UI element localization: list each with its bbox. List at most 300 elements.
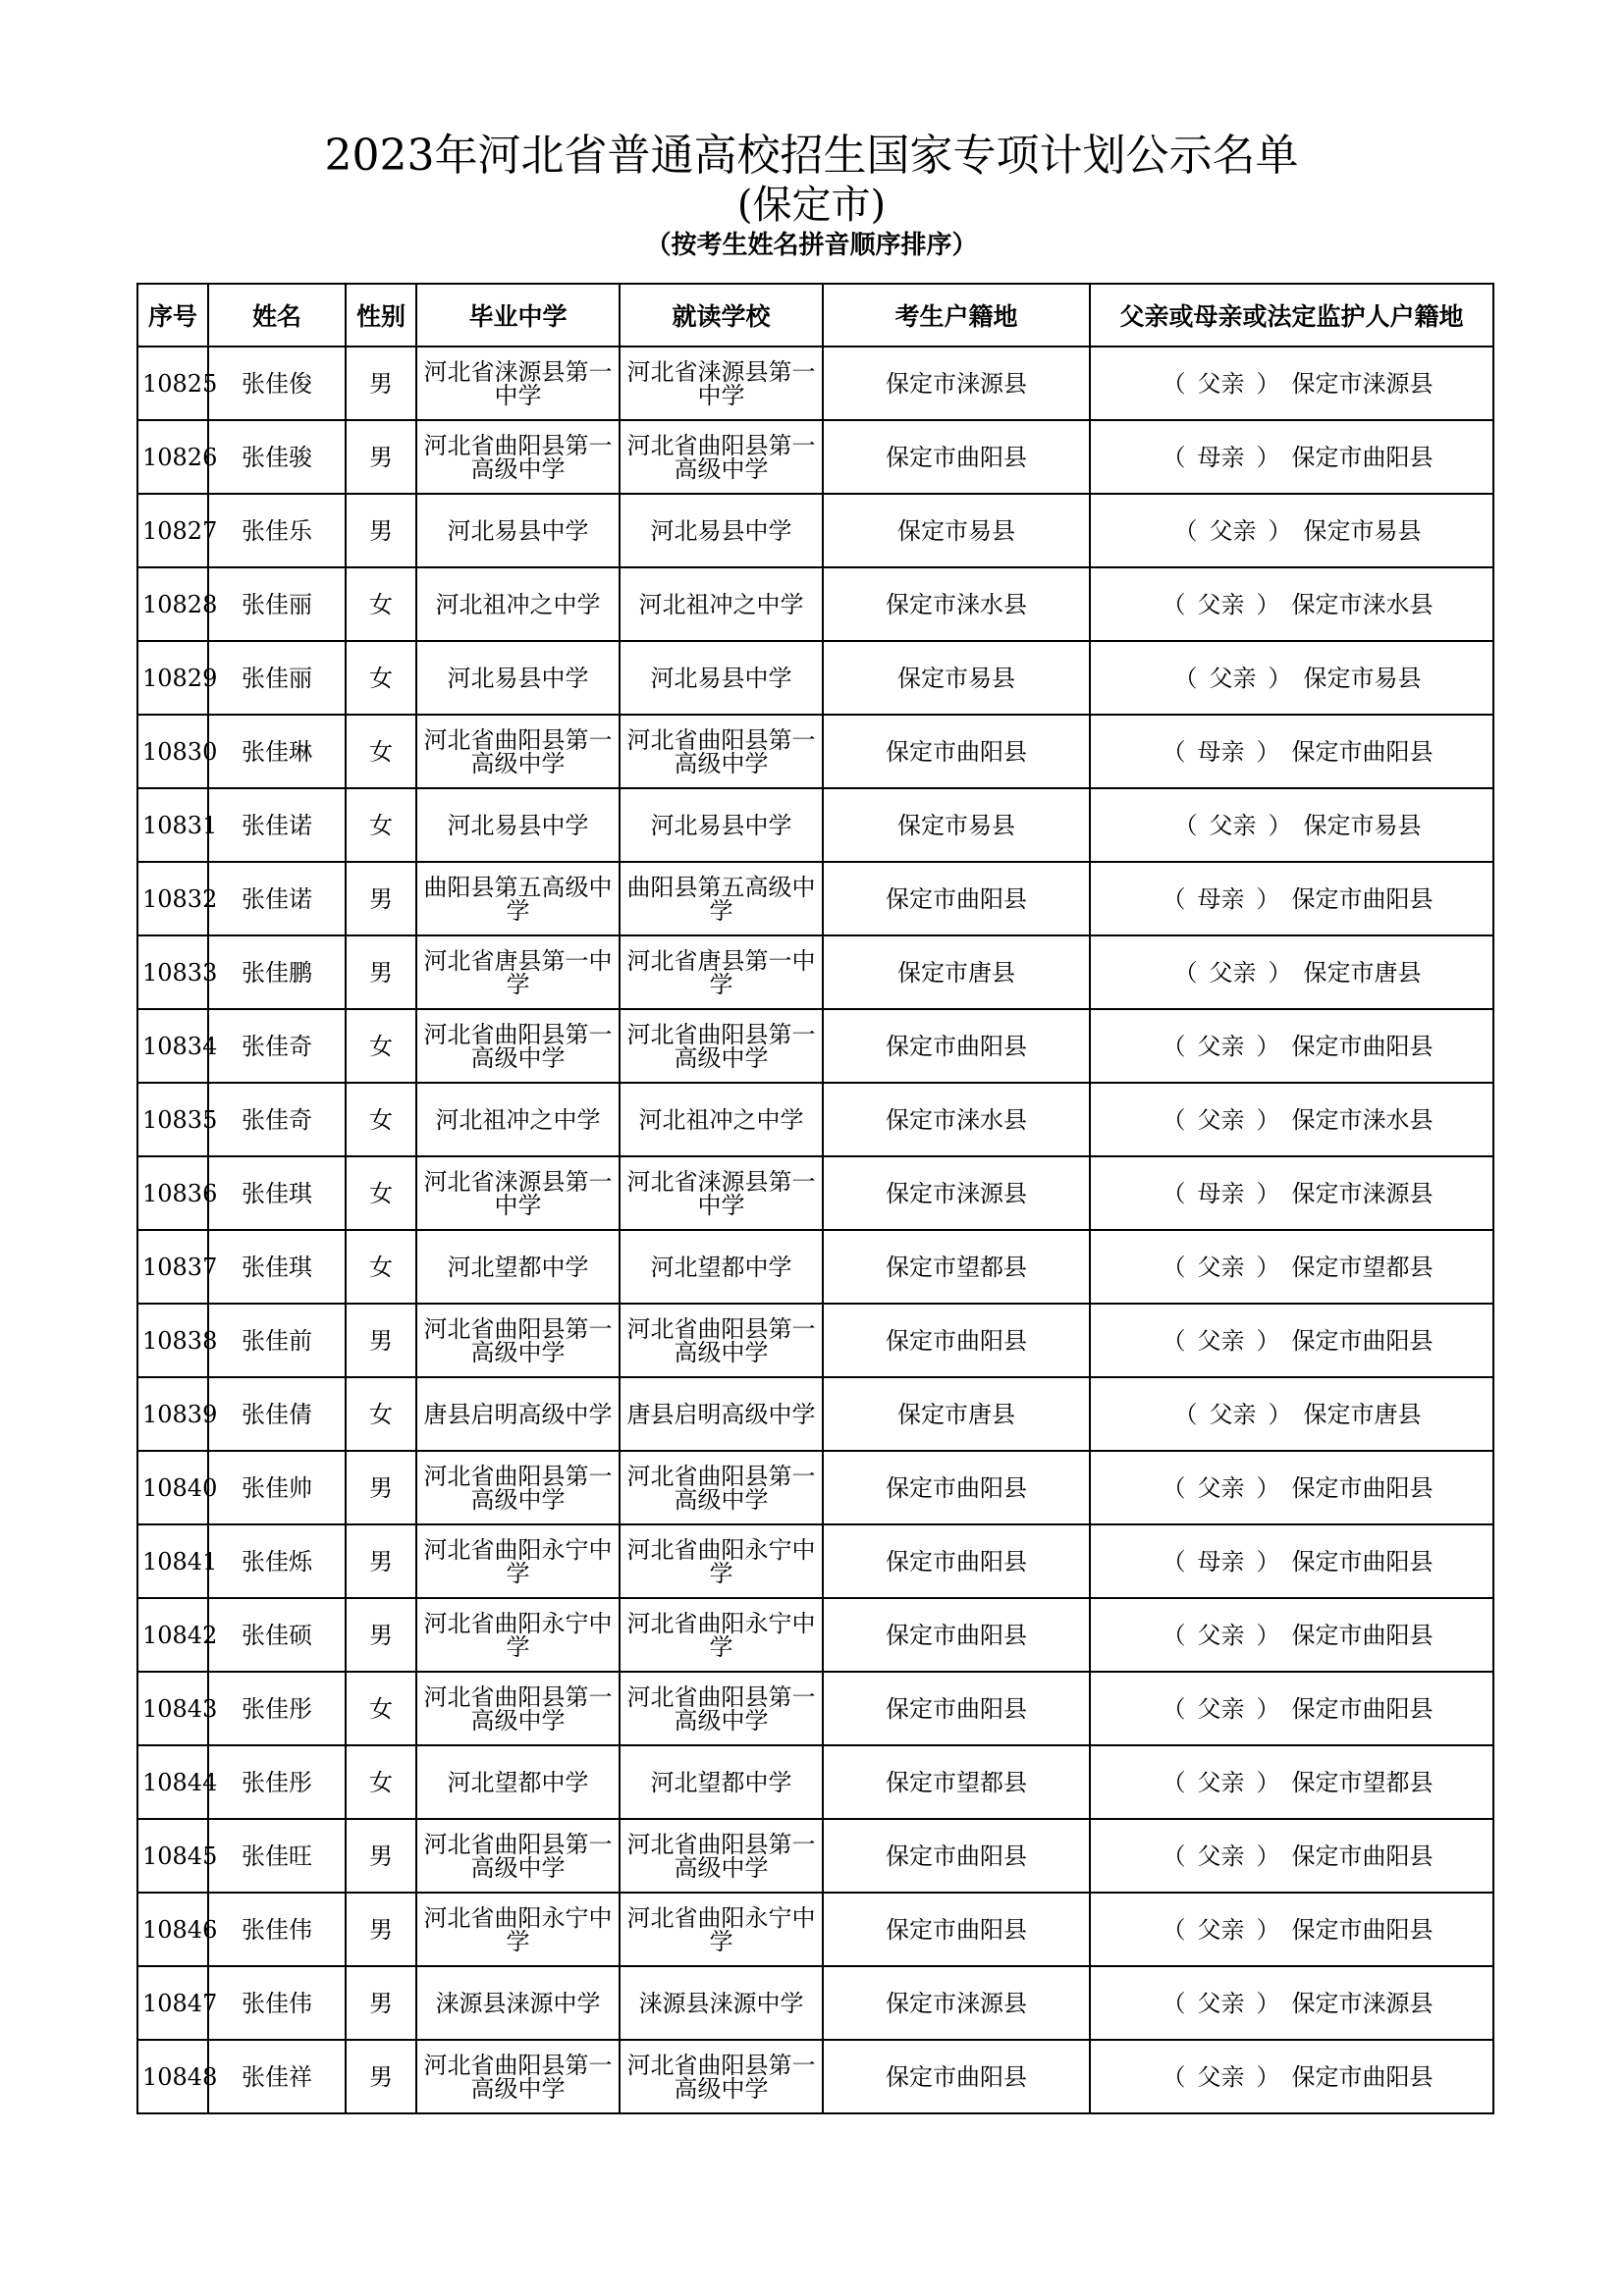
- cell-guardian-registry: [1090, 641, 1493, 715]
- cell-study-school: 河北省曲阳县第一高级中学: [620, 420, 823, 494]
- table-row: [137, 1451, 1493, 1524]
- paren-close: ）: [1268, 811, 1292, 839]
- paren-open: （: [1162, 1253, 1186, 1281]
- cell-registry: 保定市易县: [823, 494, 1090, 567]
- paren-open: （: [1162, 1621, 1186, 1649]
- cell-guardian-registry: [1090, 1451, 1493, 1524]
- cell-name: 张佳丽: [208, 567, 346, 641]
- guardian-relation: 父亲: [1197, 1105, 1245, 1134]
- cell-id: 10827: [137, 494, 208, 567]
- col-header-registry: 考生户籍地: [823, 284, 1090, 347]
- cell-grad-school: 唐县启明高级中学: [416, 1377, 620, 1451]
- paren-close: ）: [1256, 2062, 1280, 2091]
- cell-gender: 女: [346, 1156, 416, 1230]
- paren-open: （: [1173, 1400, 1198, 1428]
- cell-grad-school: 涞源县涞源中学: [416, 1966, 620, 2040]
- table-row: [137, 1009, 1493, 1083]
- cell-id: 10833: [137, 935, 208, 1009]
- guardian-location: 保定市曲阳县: [1291, 1842, 1434, 1870]
- table-row: [137, 567, 1493, 641]
- cell-gender: 男: [346, 1819, 416, 1893]
- cell-grad-school: 河北省曲阳县第一高级中学: [416, 1304, 620, 1377]
- cell-gender: 女: [346, 1672, 416, 1745]
- cell-name: 张佳琳: [208, 715, 346, 788]
- cell-registry: 保定市望都县: [823, 1745, 1090, 1819]
- guardian-location: 保定市易县: [1303, 516, 1422, 545]
- cell-guardian-registry: [1090, 2040, 1493, 2113]
- cell-study-school: 河北省曲阳县第一高级中学: [620, 1819, 823, 1893]
- cell-registry: 保定市曲阳县: [823, 1524, 1090, 1598]
- cell-gender: 男: [346, 862, 416, 935]
- guardian-relation: 父亲: [1197, 1915, 1245, 1944]
- paren-close: ）: [1256, 1842, 1280, 1870]
- paren-close: ）: [1256, 1768, 1280, 1796]
- cell-gender: 男: [346, 1893, 416, 1966]
- guardian-relation: 父亲: [1197, 1842, 1245, 1870]
- roster-table: [136, 283, 1494, 2114]
- guardian-location: 保定市唐县: [1303, 1400, 1422, 1428]
- paren-close: ）: [1256, 1032, 1280, 1060]
- cell-name: 张佳奇: [208, 1009, 346, 1083]
- cell-registry: 保定市曲阳县: [823, 1819, 1090, 1893]
- col-header-gender: 性别: [346, 284, 416, 347]
- cell-guardian-registry: [1090, 1083, 1493, 1156]
- paren-close: ）: [1256, 1621, 1280, 1649]
- guardian-location: 保定市望都县: [1291, 1768, 1434, 1796]
- guardian-relation: 父亲: [1197, 1326, 1245, 1355]
- table-row: [137, 1893, 1493, 1966]
- cell-grad-school: 河北易县中学: [416, 494, 620, 567]
- cell-registry: 保定市曲阳县: [823, 1893, 1090, 1966]
- cell-id: 10829: [137, 641, 208, 715]
- paren-open: （: [1162, 2062, 1186, 2091]
- cell-guardian-registry: [1090, 1524, 1493, 1598]
- cell-study-school: 河北省涞源县第一中学: [620, 347, 823, 420]
- col-header-id: 序号: [137, 284, 208, 347]
- cell-study-school: 河北省曲阳县第一高级中学: [620, 1451, 823, 1524]
- cell-gender: 男: [346, 494, 416, 567]
- table-row: [137, 1377, 1493, 1451]
- guardian-location: 保定市唐县: [1303, 958, 1422, 987]
- cell-grad-school: 河北省涞源县第一中学: [416, 1156, 620, 1230]
- cell-gender: 女: [346, 788, 416, 862]
- guardian-location: 保定市易县: [1303, 811, 1422, 839]
- paren-open: （: [1162, 1105, 1186, 1134]
- cell-name: 张佳乐: [208, 494, 346, 567]
- cell-name: 张佳旺: [208, 1819, 346, 1893]
- paren-open: （: [1162, 884, 1186, 913]
- cell-study-school: 曲阳县第五高级中学: [620, 862, 823, 935]
- cell-registry: 保定市涞水县: [823, 1083, 1090, 1156]
- cell-registry: 保定市曲阳县: [823, 862, 1090, 935]
- guardian-location: 保定市涞水县: [1291, 1105, 1434, 1134]
- paren-close: ）: [1256, 1473, 1280, 1502]
- cell-guardian-registry: [1090, 1893, 1493, 1966]
- guardian-relation: 母亲: [1197, 737, 1245, 766]
- cell-id: 10825: [137, 347, 208, 420]
- paren-close: ）: [1256, 369, 1280, 398]
- guardian-location: 保定市曲阳县: [1291, 1547, 1434, 1575]
- col-header-study-school: 就读学校: [620, 284, 823, 347]
- table-row: [137, 788, 1493, 862]
- cell-name: 张佳帅: [208, 1451, 346, 1524]
- cell-name: 张佳祥: [208, 2040, 346, 2113]
- cell-registry: 保定市曲阳县: [823, 1672, 1090, 1745]
- cell-gender: 男: [346, 935, 416, 1009]
- cell-guardian-registry: [1090, 1598, 1493, 1672]
- cell-grad-school: 河北望都中学: [416, 1745, 620, 1819]
- cell-gender: 男: [346, 2040, 416, 2113]
- cell-id: 10828: [137, 567, 208, 641]
- cell-name: 张佳俊: [208, 347, 346, 420]
- cell-study-school: 河北省曲阳永宁中学: [620, 1893, 823, 1966]
- cell-grad-school: 河北祖冲之中学: [416, 567, 620, 641]
- cell-guardian-registry: [1090, 1009, 1493, 1083]
- cell-study-school: 河北省涞源县第一中学: [620, 1156, 823, 1230]
- cell-id: 10846: [137, 1893, 208, 1966]
- guardian-relation: 父亲: [1197, 2062, 1245, 2091]
- cell-guardian-registry: [1090, 1230, 1493, 1304]
- paren-open: （: [1162, 1326, 1186, 1355]
- cell-grad-school: 河北祖冲之中学: [416, 1083, 620, 1156]
- cell-gender: 女: [346, 1745, 416, 1819]
- paren-open: （: [1173, 664, 1198, 692]
- guardian-relation: 父亲: [1209, 811, 1257, 839]
- paren-close: ）: [1256, 1105, 1280, 1134]
- paren-close: ）: [1256, 590, 1280, 618]
- table-row: [137, 1819, 1493, 1893]
- cell-registry: 保定市曲阳县: [823, 420, 1090, 494]
- cell-registry: 保定市曲阳县: [823, 715, 1090, 788]
- cell-study-school: 涞源县涞源中学: [620, 1966, 823, 2040]
- cell-id: 10848: [137, 2040, 208, 2113]
- col-header-name: 姓名: [208, 284, 346, 347]
- paren-close: ）: [1268, 664, 1292, 692]
- cell-guardian-registry: [1090, 1156, 1493, 1230]
- cell-name: 张佳鹏: [208, 935, 346, 1009]
- cell-name: 张佳前: [208, 1304, 346, 1377]
- paren-open: （: [1173, 516, 1198, 545]
- cell-name: 张佳琪: [208, 1230, 346, 1304]
- cell-name: 张佳琪: [208, 1156, 346, 1230]
- paren-close: ）: [1256, 1326, 1280, 1355]
- cell-gender: 男: [346, 1451, 416, 1524]
- guardian-relation: 父亲: [1209, 516, 1257, 545]
- guardian-relation: 父亲: [1197, 1989, 1245, 2017]
- cell-id: 10838: [137, 1304, 208, 1377]
- cell-grad-school: 河北省曲阳永宁中学: [416, 1598, 620, 1672]
- cell-registry: 保定市涞水县: [823, 567, 1090, 641]
- guardian-location: 保定市曲阳县: [1291, 1915, 1434, 1944]
- table-row: [137, 641, 1493, 715]
- guardian-relation: 父亲: [1197, 1694, 1245, 1723]
- guardian-relation: 父亲: [1209, 958, 1257, 987]
- cell-gender: 男: [346, 1966, 416, 2040]
- cell-grad-school: 河北望都中学: [416, 1230, 620, 1304]
- cell-gender: 男: [346, 1304, 416, 1377]
- guardian-relation: 母亲: [1197, 1547, 1245, 1575]
- paren-close: ）: [1268, 516, 1292, 545]
- header-row: [137, 284, 1493, 347]
- guardian-relation: 父亲: [1197, 369, 1245, 398]
- paren-open: （: [1162, 1547, 1186, 1575]
- cell-grad-school: 河北省曲阳县第一高级中学: [416, 1451, 620, 1524]
- cell-id: 10842: [137, 1598, 208, 1672]
- cell-id: 10836: [137, 1156, 208, 1230]
- cell-registry: 保定市曲阳县: [823, 1009, 1090, 1083]
- cell-study-school: 河北祖冲之中学: [620, 567, 823, 641]
- cell-study-school: 河北易县中学: [620, 494, 823, 567]
- paren-open: （: [1162, 1032, 1186, 1060]
- guardian-relation: 父亲: [1197, 1253, 1245, 1281]
- cell-guardian-registry: [1090, 347, 1493, 420]
- cell-id: 10844: [137, 1745, 208, 1819]
- col-header-guardian-registry: 父亲或母亲或法定监护人户籍地: [1090, 284, 1493, 347]
- cell-gender: 女: [346, 1377, 416, 1451]
- cell-registry: 保定市望都县: [823, 1230, 1090, 1304]
- guardian-location: 保定市曲阳县: [1291, 443, 1434, 471]
- cell-name: 张佳烁: [208, 1524, 346, 1598]
- table-row: [137, 347, 1493, 420]
- cell-id: 10845: [137, 1819, 208, 1893]
- cell-grad-school: 河北省唐县第一中学: [416, 935, 620, 1009]
- cell-gender: 女: [346, 641, 416, 715]
- cell-gender: 男: [346, 347, 416, 420]
- cell-registry: 保定市唐县: [823, 1377, 1090, 1451]
- cell-guardian-registry: [1090, 420, 1493, 494]
- guardian-relation: 父亲: [1197, 1621, 1245, 1649]
- cell-id: 10830: [137, 715, 208, 788]
- paren-open: （: [1173, 811, 1198, 839]
- cell-study-school: 河北省曲阳县第一高级中学: [620, 715, 823, 788]
- guardian-location: 保定市涞水县: [1291, 590, 1434, 618]
- paren-close: ）: [1256, 1253, 1280, 1281]
- cell-guardian-registry: [1090, 935, 1493, 1009]
- cell-gender: 男: [346, 1524, 416, 1598]
- cell-id: 10826: [137, 420, 208, 494]
- cell-study-school: 河北省唐县第一中学: [620, 935, 823, 1009]
- paren-open: （: [1162, 1842, 1186, 1870]
- table-header: [137, 284, 1493, 347]
- table-row: [137, 1598, 1493, 1672]
- paren-close: ）: [1256, 884, 1280, 913]
- cell-gender: 女: [346, 1083, 416, 1156]
- cell-name: 张佳伟: [208, 1893, 346, 1966]
- guardian-relation: 父亲: [1197, 1032, 1245, 1060]
- paren-close: ）: [1256, 443, 1280, 471]
- cell-grad-school: 河北省曲阳县第一高级中学: [416, 1672, 620, 1745]
- guardian-location: 保定市曲阳县: [1291, 737, 1434, 766]
- cell-gender: 男: [346, 420, 416, 494]
- cell-name: 张佳丽: [208, 641, 346, 715]
- paren-close: ）: [1256, 1915, 1280, 1944]
- cell-grad-school: 河北省涞源县第一中学: [416, 347, 620, 420]
- table-row: [137, 2040, 1493, 2113]
- page-subtitle: (保定市): [736, 183, 887, 228]
- table-row: [137, 420, 1493, 494]
- cell-registry: 保定市曲阳县: [823, 1451, 1090, 1524]
- cell-id: 10847: [137, 1966, 208, 2040]
- cell-study-school: 唐县启明高级中学: [620, 1377, 823, 1451]
- cell-grad-school: 河北易县中学: [416, 641, 620, 715]
- cell-id: 10840: [137, 1451, 208, 1524]
- paren-close: ）: [1256, 1179, 1280, 1207]
- paren-close: ）: [1256, 737, 1280, 766]
- cell-gender: 女: [346, 567, 416, 641]
- cell-study-school: 河北省曲阳县第一高级中学: [620, 1304, 823, 1377]
- cell-name: 张佳倩: [208, 1377, 346, 1451]
- guardian-relation: 父亲: [1197, 590, 1245, 618]
- paren-open: （: [1162, 1694, 1186, 1723]
- table-row: [137, 1230, 1493, 1304]
- cell-grad-school: 河北省曲阳县第一高级中学: [416, 715, 620, 788]
- cell-name: 张佳骏: [208, 420, 346, 494]
- table-row: [137, 1083, 1493, 1156]
- cell-gender: 女: [346, 1230, 416, 1304]
- cell-grad-school: 河北省曲阳永宁中学: [416, 1893, 620, 1966]
- paren-close: ）: [1256, 1989, 1280, 2017]
- guardian-location: 保定市曲阳县: [1291, 1694, 1434, 1723]
- table-row: [137, 935, 1493, 1009]
- guardian-location: 保定市曲阳县: [1291, 1621, 1434, 1649]
- table-row: [137, 494, 1493, 567]
- cell-study-school: 河北省曲阳县第一高级中学: [620, 2040, 823, 2113]
- cell-id: 10841: [137, 1524, 208, 1598]
- guardian-relation: 父亲: [1197, 1473, 1245, 1502]
- cell-grad-school: 河北省曲阳县第一高级中学: [416, 1819, 620, 1893]
- table-body: [137, 347, 1493, 2113]
- table-row: [137, 862, 1493, 935]
- guardian-location: 保定市易县: [1303, 664, 1422, 692]
- paren-open: （: [1162, 369, 1186, 398]
- cell-grad-school: 河北省曲阳县第一高级中学: [416, 1009, 620, 1083]
- paren-open: （: [1162, 1768, 1186, 1796]
- guardian-relation: 父亲: [1209, 1400, 1257, 1428]
- cell-guardian-registry: [1090, 494, 1493, 567]
- guardian-location: 保定市曲阳县: [1291, 884, 1434, 913]
- cell-name: 张佳硕: [208, 1598, 346, 1672]
- cell-grad-school: 河北易县中学: [416, 788, 620, 862]
- cell-registry: 保定市曲阳县: [823, 2040, 1090, 2113]
- cell-id: 10837: [137, 1230, 208, 1304]
- cell-id: 10843: [137, 1672, 208, 1745]
- cell-id: 10834: [137, 1009, 208, 1083]
- table-row: [137, 1156, 1493, 1230]
- guardian-location: 保定市曲阳县: [1291, 1473, 1434, 1502]
- paren-open: （: [1162, 1179, 1186, 1207]
- table-row: [137, 1745, 1493, 1819]
- cell-guardian-registry: [1090, 1377, 1493, 1451]
- guardian-relation: 母亲: [1197, 443, 1245, 471]
- guardian-location: 保定市涞源县: [1291, 1179, 1434, 1207]
- cell-study-school: 河北省曲阳永宁中学: [620, 1524, 823, 1598]
- cell-id: 10831: [137, 788, 208, 862]
- paren-open: （: [1162, 1989, 1186, 2017]
- paren-open: （: [1162, 590, 1186, 618]
- paren-open: （: [1162, 1915, 1186, 1944]
- cell-name: 张佳彤: [208, 1672, 346, 1745]
- guardian-location: 保定市望都县: [1291, 1253, 1434, 1281]
- cell-name: 张佳诺: [208, 862, 346, 935]
- cell-guardian-registry: [1090, 788, 1493, 862]
- guardian-location: 保定市曲阳县: [1291, 2062, 1434, 2091]
- table-row: [137, 1966, 1493, 2040]
- page-title: 2023年河北省普通高校招生国家专项计划公示名单: [324, 131, 1299, 181]
- guardian-location: 保定市曲阳县: [1291, 1032, 1434, 1060]
- cell-guardian-registry: [1090, 1304, 1493, 1377]
- paren-open: （: [1162, 737, 1186, 766]
- cell-registry: 保定市易县: [823, 788, 1090, 862]
- cell-guardian-registry: [1090, 715, 1493, 788]
- guardian-relation: 母亲: [1197, 884, 1245, 913]
- cell-registry: 保定市涞源县: [823, 1156, 1090, 1230]
- col-header-grad-school: 毕业中学: [416, 284, 620, 347]
- cell-id: 10832: [137, 862, 208, 935]
- cell-name: 张佳奇: [208, 1083, 346, 1156]
- paren-close: ）: [1268, 1400, 1292, 1428]
- table-row: [137, 715, 1493, 788]
- cell-registry: 保定市曲阳县: [823, 1304, 1090, 1377]
- cell-registry: 保定市涞源县: [823, 1966, 1090, 2040]
- cell-guardian-registry: [1090, 1672, 1493, 1745]
- cell-registry: 保定市曲阳县: [823, 1598, 1090, 1672]
- cell-grad-school: 曲阳县第五高级中学: [416, 862, 620, 935]
- table-row: [137, 1304, 1493, 1377]
- cell-registry: 保定市唐县: [823, 935, 1090, 1009]
- cell-study-school: 河北省曲阳县第一高级中学: [620, 1009, 823, 1083]
- cell-grad-school: 河北省曲阳县第一高级中学: [416, 420, 620, 494]
- guardian-location: 保定市涞源县: [1291, 369, 1434, 398]
- cell-gender: 女: [346, 1009, 416, 1083]
- cell-guardian-registry: [1090, 862, 1493, 935]
- cell-name: 张佳伟: [208, 1966, 346, 2040]
- cell-registry: 保定市易县: [823, 641, 1090, 715]
- cell-guardian-registry: [1090, 1745, 1493, 1819]
- paren-close: ）: [1256, 1547, 1280, 1575]
- paren-close: ）: [1256, 1694, 1280, 1723]
- guardian-location: 保定市曲阳县: [1291, 1326, 1434, 1355]
- cell-study-school: 河北望都中学: [620, 1230, 823, 1304]
- guardian-relation: 父亲: [1209, 664, 1257, 692]
- paren-open: （: [1162, 1473, 1186, 1502]
- cell-guardian-registry: [1090, 1819, 1493, 1893]
- paren-close: ）: [1268, 958, 1292, 987]
- cell-registry: 保定市涞源县: [823, 347, 1090, 420]
- cell-gender: 女: [346, 715, 416, 788]
- table-row: [137, 1524, 1493, 1598]
- cell-study-school: 河北易县中学: [620, 788, 823, 862]
- cell-study-school: 河北省曲阳县第一高级中学: [620, 1672, 823, 1745]
- sort-note: （按考生姓名拼音顺序排序）: [645, 231, 978, 260]
- cell-id: 10839: [137, 1377, 208, 1451]
- paren-open: （: [1173, 958, 1198, 987]
- cell-study-school: 河北祖冲之中学: [620, 1083, 823, 1156]
- cell-study-school: 河北望都中学: [620, 1745, 823, 1819]
- table-row: [137, 1672, 1493, 1745]
- cell-gender: 男: [346, 1598, 416, 1672]
- guardian-relation: 父亲: [1197, 1768, 1245, 1796]
- cell-name: 张佳彤: [208, 1745, 346, 1819]
- cell-grad-school: 河北省曲阳永宁中学: [416, 1524, 620, 1598]
- guardian-relation: 母亲: [1197, 1179, 1245, 1207]
- cell-name: 张佳诺: [208, 788, 346, 862]
- cell-grad-school: 河北省曲阳县第一高级中学: [416, 2040, 620, 2113]
- cell-study-school: 河北省曲阳永宁中学: [620, 1598, 823, 1672]
- cell-guardian-registry: [1090, 1966, 1493, 2040]
- guardian-location: 保定市涞源县: [1291, 1989, 1434, 2017]
- paren-open: （: [1162, 443, 1186, 471]
- cell-guardian-registry: [1090, 567, 1493, 641]
